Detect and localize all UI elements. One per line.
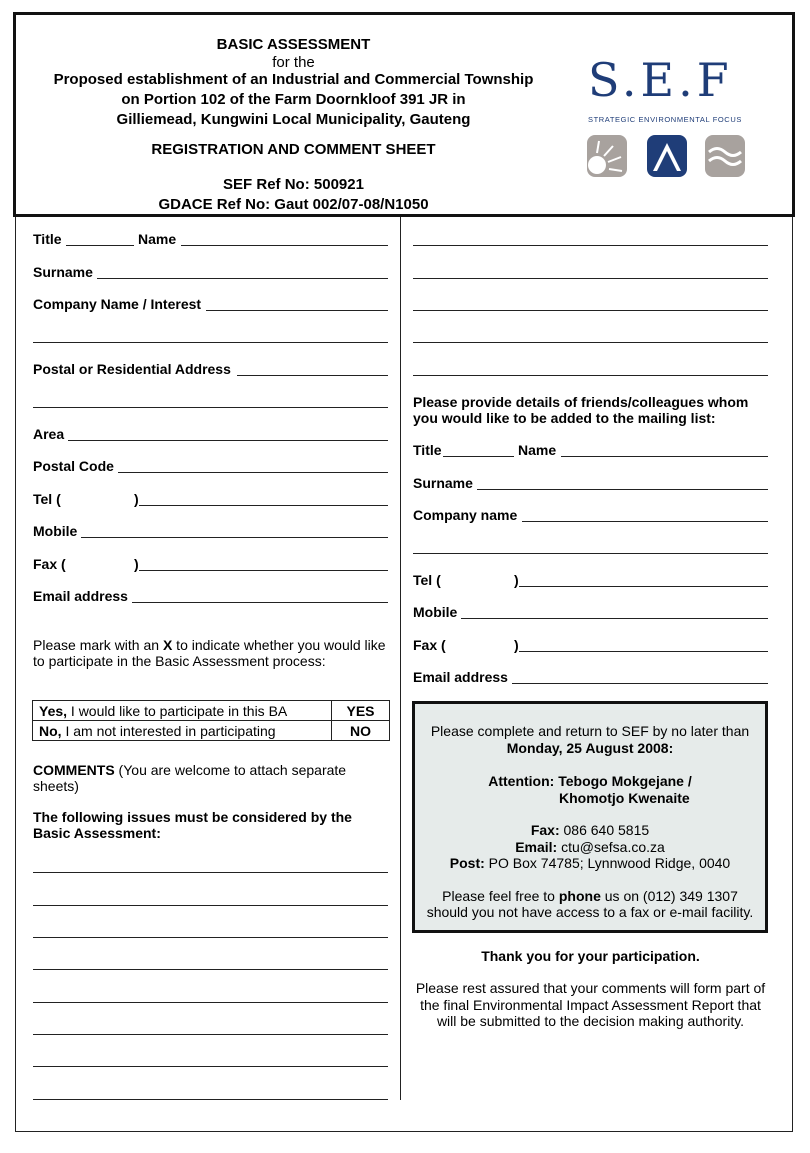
phone-line: Please feel free to phone us on (012) 349 1307 (442, 887, 738, 904)
for-the-text: for the (272, 54, 315, 71)
address-field[interactable] (237, 375, 388, 376)
issues-heading: The following issues must be considered by the Basic Assessment: (33, 809, 352, 841)
column-divider (400, 217, 401, 1100)
return-instructions-box (412, 701, 768, 933)
company-label: Company Name / Interest (33, 296, 202, 312)
no-option-text: No, I am not interested in participating (33, 721, 332, 741)
comment-line-right[interactable] (413, 375, 768, 376)
friend-fax-paren: ) (514, 637, 519, 653)
friend-name-label: Name (518, 442, 557, 458)
comment-line[interactable] (33, 937, 388, 938)
doc-title: BASIC ASSESSMENT (216, 36, 371, 53)
friend-email-field[interactable] (512, 683, 768, 684)
company-field-line-2[interactable] (33, 342, 388, 343)
area-field[interactable] (68, 440, 388, 441)
deadline: Monday, 25 August 2008: (506, 739, 674, 756)
area-label: Area (33, 426, 65, 442)
friend-name-field[interactable] (561, 456, 768, 457)
comments-heading: COMMENTS (You are welcome to attach separate sheets) (33, 762, 347, 794)
comment-line[interactable] (33, 1099, 388, 1100)
comment-line-right[interactable] (413, 310, 768, 311)
friends-prompt: Please provide details of friends/colleagues whom you would like to be added to the mailing list: (413, 394, 749, 426)
project-line-2: on Portion 102 of the Farm Doornkloof 391 JR in (121, 91, 466, 108)
name-label: Name (138, 231, 177, 247)
friend-company-field-line-2[interactable] (413, 553, 768, 554)
yes-option-text: Yes, I would like to participate in this BA (33, 701, 332, 721)
friend-title-field[interactable] (443, 456, 514, 457)
fax-field[interactable] (139, 570, 388, 571)
comment-line[interactable] (33, 872, 388, 873)
fax-line: Fax: 086 640 5815 (530, 822, 650, 838)
friend-tel-field[interactable] (519, 586, 768, 587)
phone-line-2: should you not have access to a fax or e-mail facility. (426, 904, 754, 920)
friend-surname-label: Surname (413, 475, 473, 491)
comment-line[interactable] (33, 969, 388, 970)
email-line: Email: ctu@sefsa.co.za (515, 838, 665, 855)
comment-line-right[interactable] (413, 245, 768, 246)
email-field[interactable] (132, 602, 388, 603)
friend-company-field[interactable] (522, 521, 768, 522)
yes-row[interactable] (33, 701, 390, 721)
comment-line[interactable] (33, 1002, 388, 1003)
sef-ref: SEF Ref No: 500921 (223, 176, 364, 193)
participation-table (32, 700, 390, 741)
friend-surname-field[interactable] (477, 489, 768, 490)
name-field[interactable] (181, 245, 388, 246)
tel-label: Tel ( (33, 491, 61, 507)
sheet-title: REGISTRATION AND COMMENT SHEET (151, 141, 436, 158)
comment-line[interactable] (33, 905, 388, 906)
thanks-text: Thank you for your participation. (481, 948, 700, 964)
fax-paren: ) (134, 556, 139, 572)
address-field-line-2[interactable] (33, 407, 388, 408)
comment-line-right[interactable] (413, 342, 768, 343)
address-label: Postal or Residential Address (33, 361, 231, 377)
comment-line[interactable] (33, 1066, 388, 1067)
friend-company-label: Company name (413, 507, 518, 523)
wave-icon (705, 135, 745, 177)
attention-line-2: Khomotjo Kwenaite (559, 789, 690, 806)
no-row[interactable] (33, 721, 390, 741)
friend-tel-label: Tel ( (413, 572, 441, 588)
email-label: Email address (33, 588, 128, 604)
attention-line: Attention: Tebogo Mokgejane / (488, 773, 692, 789)
post-line: Post: PO Box 74785; Lynnwood Ridge, 0040 (449, 855, 731, 871)
mobile-field[interactable] (81, 537, 388, 538)
sef-tagline: STRATEGIC ENVIRONMENTAL FOCUS (588, 115, 742, 124)
fax-label: Fax ( (33, 556, 66, 572)
comment-line[interactable] (33, 1034, 388, 1035)
header-box (13, 12, 795, 217)
tel-paren: ) (134, 491, 139, 507)
friend-tel-paren: ) (514, 572, 519, 588)
friend-fax-field[interactable] (519, 651, 768, 652)
project-line-3: Gilliemead, Kungwini Local Municipality, Gauteng (116, 111, 471, 128)
participation-prompt: Please mark with an X to indicate whether you would like to participate in the Basic Assessment process: (33, 637, 386, 669)
postal-code-field[interactable] (118, 472, 388, 473)
friend-fax-label: Fax ( (413, 637, 446, 653)
assurance-text: Please rest assured that your comments will form part of the final Environmental Impact Assessment Report that will be submitted to the decision making authority. (415, 980, 766, 1029)
mountain-icon (647, 135, 687, 177)
title-label: Title (33, 231, 62, 247)
sun-icon (587, 135, 627, 177)
surname-label: Surname (33, 264, 93, 280)
friend-mobile-label: Mobile (413, 604, 458, 620)
yes-mark-cell[interactable]: YES (332, 701, 390, 721)
gdace-ref: GDACE Ref No: Gaut 002/07-08/N1050 (158, 196, 429, 213)
mobile-label: Mobile (33, 523, 78, 539)
return-line-1: Please complete and return to SEF by no later than (430, 723, 750, 739)
comment-line-right[interactable] (413, 278, 768, 279)
postal-code-label: Postal Code (33, 458, 114, 474)
tel-field[interactable] (139, 505, 388, 506)
project-line-1: Proposed establishment of an Industrial and Commercial Township (53, 71, 534, 88)
friend-mobile-field[interactable] (461, 618, 768, 619)
surname-field[interactable] (97, 278, 388, 279)
company-field[interactable] (206, 310, 388, 311)
no-mark-cell[interactable]: NO (332, 721, 390, 741)
title-field[interactable] (66, 245, 134, 246)
friend-email-label: Email address (413, 669, 508, 685)
sef-logo: S.E.F (588, 53, 733, 107)
friend-title-label: Title (413, 442, 442, 458)
